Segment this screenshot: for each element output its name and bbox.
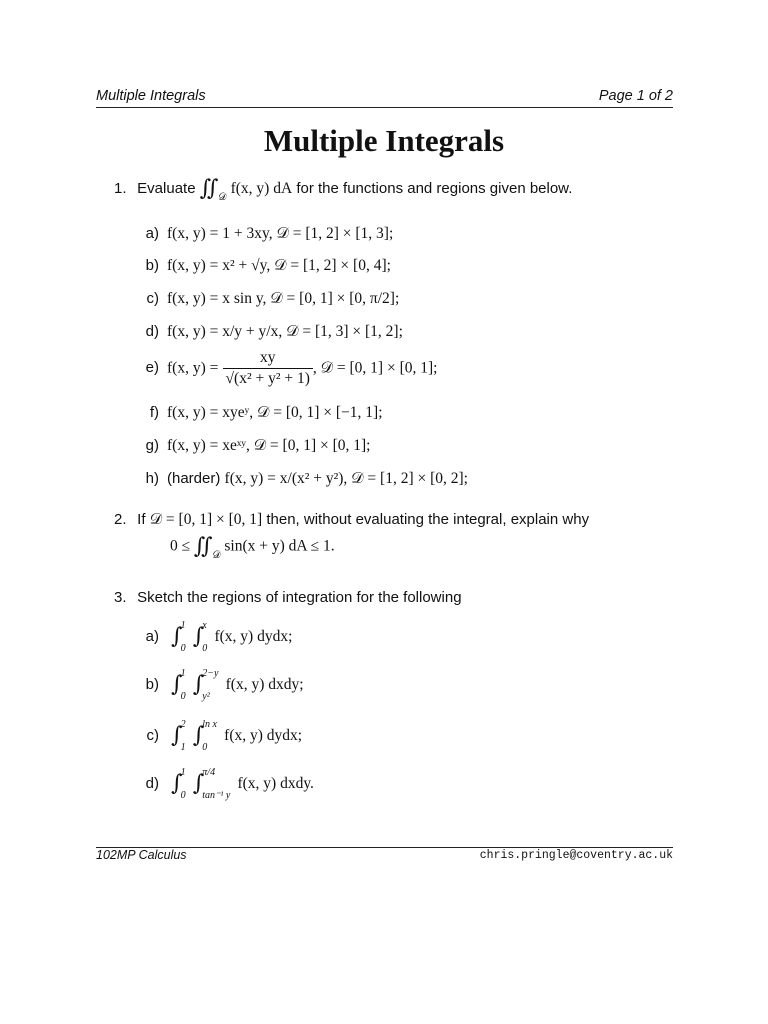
fraction-numerator: xy [259,349,276,366]
integral-region-subscript: 𝒟 [212,550,221,561]
question-1 [114,176,573,203]
q1-part-b [114,257,391,275]
part-math: f(x, y) = x/y + y/x, 𝒟 = [1, 3] × [1, 2]; [167,323,403,340]
lower-limit: 0 [180,790,186,801]
lower-limit: 0 [180,691,186,702]
integral-region-subscript: 𝒟 [218,192,227,203]
q3-part-b [114,668,304,702]
q1-part-c [114,290,399,308]
inequality-integrand: sin(x + y) dA ≤ 1. [224,537,335,555]
part-label: b) [145,257,159,274]
footer-email: chris.pringle@coventry.ac.uk [479,849,673,862]
q3-part-c [114,719,302,753]
lower-limit: 0 [202,643,208,654]
part-label: d) [145,323,159,340]
integral-sign: ∫ [171,672,183,697]
header-page-number: Page 1 of 2 [598,88,673,104]
integral-limits [202,719,217,753]
integral-sign: ∫ [171,723,183,748]
upper-limit: 1 [180,767,186,778]
q1-part-a [114,225,393,243]
lower-limit: 0 [202,742,208,753]
part-prefix: (harder) [167,470,221,487]
lower-limit: 0 [180,643,186,654]
integral-limits [202,668,218,702]
part-math: f(x, y) = xeˣʸ, 𝒟 = [0, 1] × [0, 1]; [167,437,371,454]
part-label: e) [145,359,159,377]
q1-part-e [114,349,437,388]
part-math: f(x, y) = xyeʸ, 𝒟 = [0, 1] × [−1, 1]; [167,404,383,421]
lower-limit: y² [202,691,210,702]
part-label: d) [145,774,159,792]
part-label: a) [145,225,159,242]
double-integral-sign: $∬_𝒟$ [199,176,227,203]
question-2-post-text: then, without evaluating the integral, explain why [266,511,590,528]
part-math: f(x, y) = 1 + 3xy, 𝒟 = [1, 2] × [1, 3]; [167,225,394,242]
question-2-number: 2. [114,511,127,528]
q1-part-d [114,323,403,341]
upper-limit: x [202,620,207,631]
question-1-number: 1. [114,179,127,197]
footer-course: 102MP Calculus [96,848,187,862]
integral-sign: ∫ [192,624,205,649]
question-1-integrand: f(x, y) dA [230,179,293,197]
q3-part-a [114,620,292,654]
header-rule [96,107,673,108]
integral-sign: ∫ [171,771,183,796]
integral-sign: ∫ [171,624,183,649]
question-3 [114,589,462,606]
part-math-rhs: , 𝒟 = [0, 1] × [0, 1]; [312,359,438,377]
question-2-pre-text: If [137,511,146,528]
upper-limit: π/4 [202,767,216,778]
integral-sign: ∫ [192,723,205,748]
integral-sign: ∫ [192,771,205,796]
upper-limit: 1 [180,620,186,631]
part-label: b) [145,675,159,693]
part-label: g) [145,437,159,454]
upper-limit: 2−y [202,668,219,679]
page-title: Multiple Integrals [263,123,505,158]
question-2-inequality [170,534,335,561]
integrand: f(x, y) dxdy; [225,675,304,693]
question-3-number: 3. [114,589,127,606]
question-2-condition: 𝒟 = [0, 1] × [0, 1] [149,511,263,528]
upper-limit: ln x [202,719,217,730]
part-label: a) [145,627,159,645]
upper-limit: 2 [180,719,186,730]
lower-limit: tan⁻¹ y [202,790,231,801]
double-integral-sign: $∬_𝒟$ [193,534,221,561]
part-math: f(x, y) = x² + √y, 𝒟 = [1, 2] × [0, 4]; [167,257,391,274]
upper-limit: 1 [180,668,186,679]
question-2 [114,511,589,529]
integrand: f(x, y) dydx; [214,627,293,645]
q1-part-g [114,437,371,455]
integral-limits [202,767,230,801]
integrand: f(x, y) dxdy. [237,774,314,792]
header-left-text: Multiple Integrals [96,88,206,104]
part-math: f(x, y) = x sin y, 𝒟 = [0, 1] × [0, π/2]; [167,290,400,307]
inequality-lhs: 0 ≤ [170,537,191,555]
part-math-lhs: f(x, y) = [167,359,219,377]
fraction-denominator: √(x² + y² + 1) [223,368,313,388]
part-label: c) [146,290,159,307]
part-label: c) [146,726,159,744]
question-1-pre-text: Evaluate [137,179,196,197]
q1-part-h [114,470,468,488]
q1-part-f [114,404,383,422]
part-label: h) [145,470,159,487]
part-math: f(x, y) = x/(x² + y²), 𝒟 = [1, 2] × [0, 2]; [224,470,468,487]
fraction [223,349,313,388]
lower-limit: 1 [180,742,186,753]
question-3-text: Sketch the regions of integration for the following [137,589,462,606]
q3-part-d [114,767,314,801]
question-1-post-text: for the functions and regions given below. [296,179,573,197]
integral-sign: ∫ [192,672,205,697]
part-label: f) [149,404,159,421]
integrand: f(x, y) dydx; [224,726,303,744]
